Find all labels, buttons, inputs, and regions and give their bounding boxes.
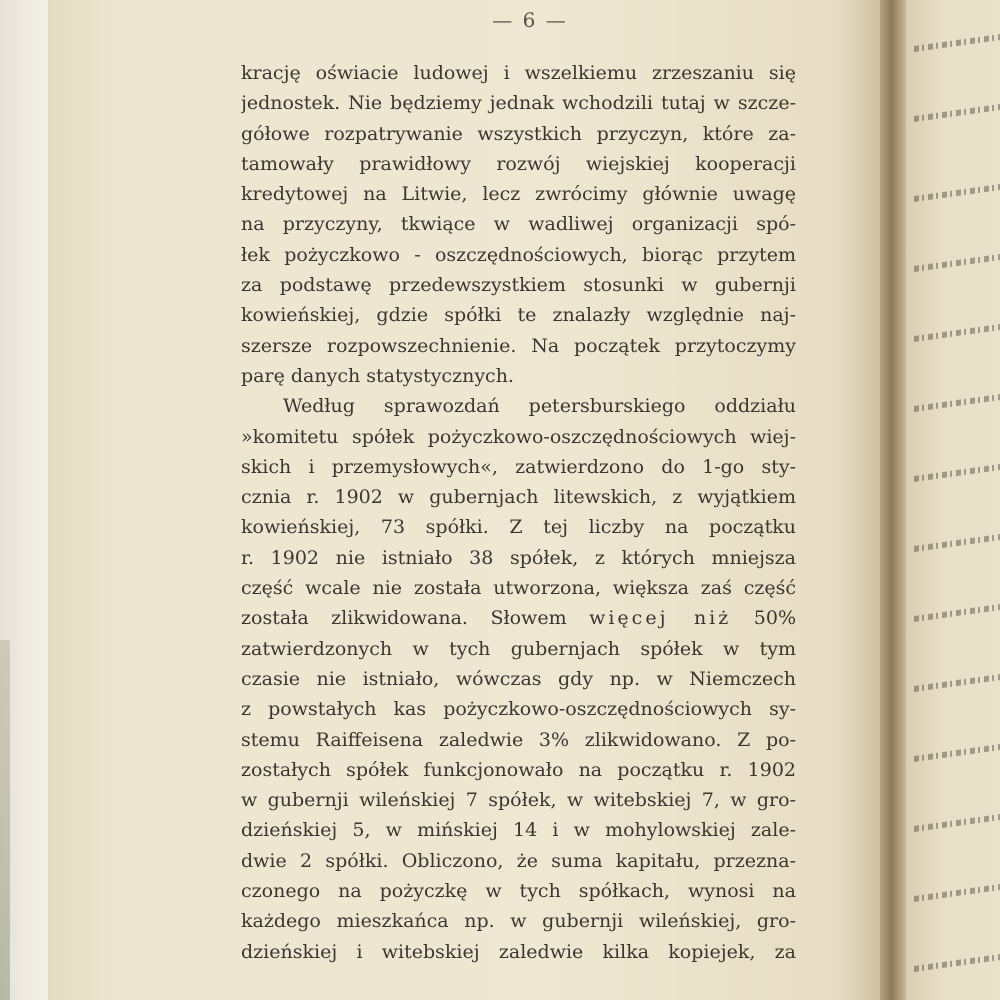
text-line: skich i przemysłowych«, zatwierdzono do 1-go sty- [241,455,796,478]
text-line: gółowe rozpatrywanie wszystkich przyczyn, które za- [241,122,796,145]
facing-page-edge [906,0,1000,1000]
page-number-header: — 6 — [492,8,568,32]
text-line: kowieńskiej, gdzie spółki te znalazły względnie naj- [241,304,796,327]
text-line: na przyczyny, tkwiące w wadliwej organizacji spó- [241,213,796,236]
text-line: Według sprawozdań petersburskiego oddziału [283,395,796,418]
text-line: dzieńskiej i witebskiej zaledwie kilka kopiejek, za [241,940,796,963]
text-line: parę danych statystycznych. [241,364,514,387]
background-cover-edge [0,640,10,1000]
text-line [241,603,796,633]
text-line: dzieńskiej 5, w mińskiej 14 i w mohylowskiej zale- [241,819,796,842]
text-line: część wcale nie została utworzona, większa zaś część [241,577,796,600]
text-line: czonego na pożyczkę w tych spółkach, wynosi na [241,880,796,903]
book-gutter [880,0,906,1000]
text-line: dwie 2 spółki. Obliczono, że suma kapitału, przezna- [241,849,796,872]
text-line: za podstawę przedewszystkiem stosunki w gubernji [241,274,796,297]
text-line-part: została zlikwidowana. Słowem [241,607,567,630]
text-line: tamowały prawidłowy rozwój wiejskiej kooperacji [241,152,796,175]
text-line: zostałych spółek funkcjonowało na początku r. 1902 [241,758,796,781]
text-line: jednostek. Nie będziemy jednak wchodzili tutaj w szcze- [241,92,796,115]
text-line: z powstałych kas pożyczkowo-oszczędnościowych sy- [241,698,796,721]
body-text [241,58,796,967]
text-line-part: 50% [753,607,796,630]
text-line: czasie nie istniało, wówczas gdy np. w Niemczech [241,667,796,690]
text-line: »komitetu spółek pożyczkowo-oszczędnościowych wiej- [241,425,796,448]
text-line: stemu Raiffeisena zaledwie 3% zlikwidowano. Z po- [241,728,796,751]
text-line: kowieńskiej, 73 spółki. Z tej liczby na początku [241,516,796,539]
spaced-emphasis: więcej niż [589,607,732,630]
text-line: krację oświacie ludowej i wszelkiemu zrzeszaniu się [241,62,796,84]
text-line: zatwierdzonych w tych gubernjach spółek w tym [241,637,796,660]
text-line: cznia r. 1902 w gubernjach litewskich, z wyjątkiem [241,486,796,509]
text-line: łek pożyczkowo - oszczędnościowych, biorąc przytem [241,243,796,266]
text-line: kredytowej na Litwie, lecz zwrócimy głównie uwagę [241,183,796,206]
text-line: szersze rozpowszechnienie. Na początek przytoczymy [241,334,796,357]
text-line: każdego mieszkańca np. w gubernji wileńskiej, gro- [241,910,796,933]
text-line: r. 1902 nie istniało 38 spółek, z których mniejsza [241,546,796,569]
text-line: w gubernji wileńskiej 7 spółek, w witebskiej 7, w gro- [241,789,796,812]
